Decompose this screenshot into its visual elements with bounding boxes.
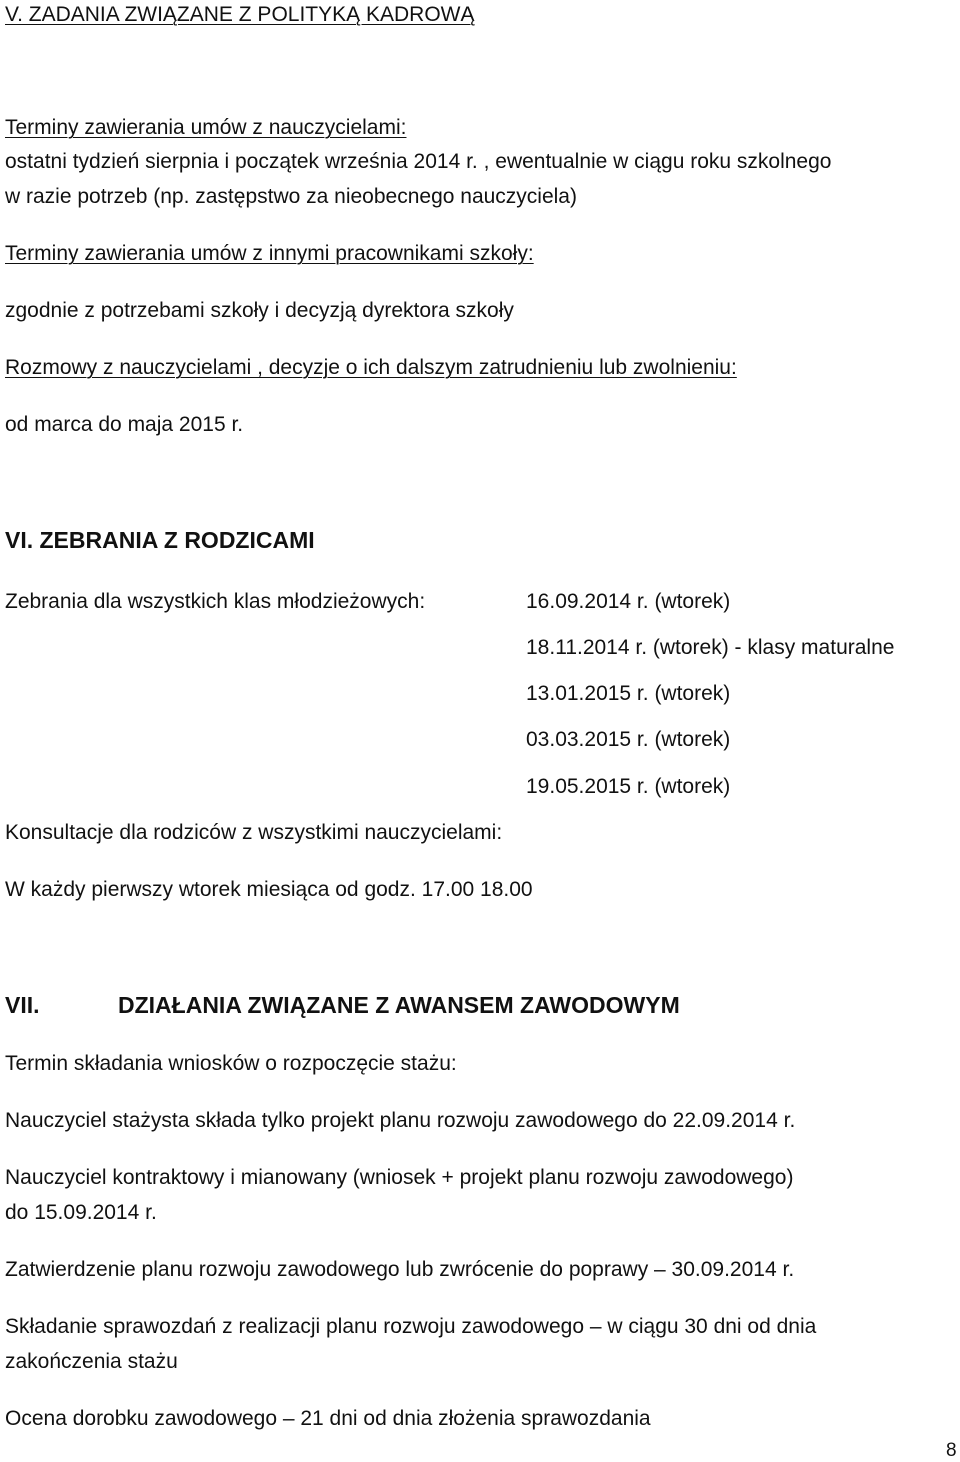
contracts-teachers-line-1: ostatni tydzień sierpnia i początek września 2014 r. , ewentualnie w ciągu roku szkolnego <box>5 150 832 173</box>
talks-heading: Rozmowy z nauczycielami , decyzje o ich dalszym zatrudnieniu lub zwolnieniu: <box>5 356 737 379</box>
reports-line-1: Składanie sprawozdań z realizacji planu rozwoju zawodowego – w ciągu 30 dni od dnia <box>5 1315 817 1338</box>
meeting-date: 03.03.2015 r. (wtorek) <box>526 728 731 751</box>
section-v-title: V. ZADANIA ZWIĄZANE Z POLITYKĄ KADROWĄ <box>5 3 475 26</box>
contracts-others-text: zgodnie z potrzebami szkoły i decyzją dyrektora szkoły <box>5 299 514 322</box>
internship-heading: Termin składania wniosków o rozpoczęcie stażu: <box>5 1052 457 1075</box>
reports-line-2: zakończenia stażu <box>5 1350 178 1373</box>
section-vii-title: DZIAŁANIA ZWIĄZANE Z AWANSEM ZAWODOWYM <box>118 992 680 1018</box>
contract-teacher-line-1: Nauczyciel kontraktowy i mianowany (wniosek + projekt planu rozwoju zawodowego) <box>5 1166 794 1189</box>
contracts-teachers-line-2: w razie potrzeb (np. zastępstwo za nieobecnego nauczyciela) <box>5 185 577 208</box>
talks-text: od marca do maja 2015 r. <box>5 413 244 436</box>
trainee-text: Nauczyciel stażysta składa tylko projekt planu rozwoju zawodowego do 22.09.2014 r. <box>5 1109 796 1132</box>
meeting-date: 13.01.2015 r. (wtorek) <box>526 682 731 705</box>
page-number: 8 <box>946 1440 957 1461</box>
consult-label: Konsultacje dla rodziców z wszystkimi nauczycielami: <box>5 821 503 844</box>
section-vi-title: VI. ZEBRANIA Z RODZICAMI <box>5 527 315 553</box>
approval-text: Zatwierdzenie planu rozwoju zawodowego lub zwrócenie do poprawy – 30.09.2014 r. <box>5 1258 795 1281</box>
meeting-date: 19.05.2015 r. (wtorek) <box>526 775 731 798</box>
consult-text: W każdy pierwszy wtorek miesiąca od godz. 17.00 18.00 <box>5 878 533 901</box>
meeting-date: 18.11.2014 r. (wtorek) - klasy maturalne <box>526 636 895 659</box>
contract-teacher-line-2: do 15.09.2014 r. <box>5 1201 157 1224</box>
meetings-label: Zebrania dla wszystkich klas młodzieżowych: <box>5 590 426 613</box>
meeting-date: 16.09.2014 r. (wtorek) <box>526 590 731 613</box>
contracts-others-heading: Terminy zawierania umów z innymi pracownikami szkoły: <box>5 242 534 265</box>
evaluation-text: Ocena dorobku zawodowego – 21 dni od dnia złożenia sprawozdania <box>5 1407 651 1430</box>
contracts-teachers-heading: Terminy zawierania umów z nauczycielami: <box>5 116 407 139</box>
section-vii-number: VII. <box>5 992 40 1018</box>
